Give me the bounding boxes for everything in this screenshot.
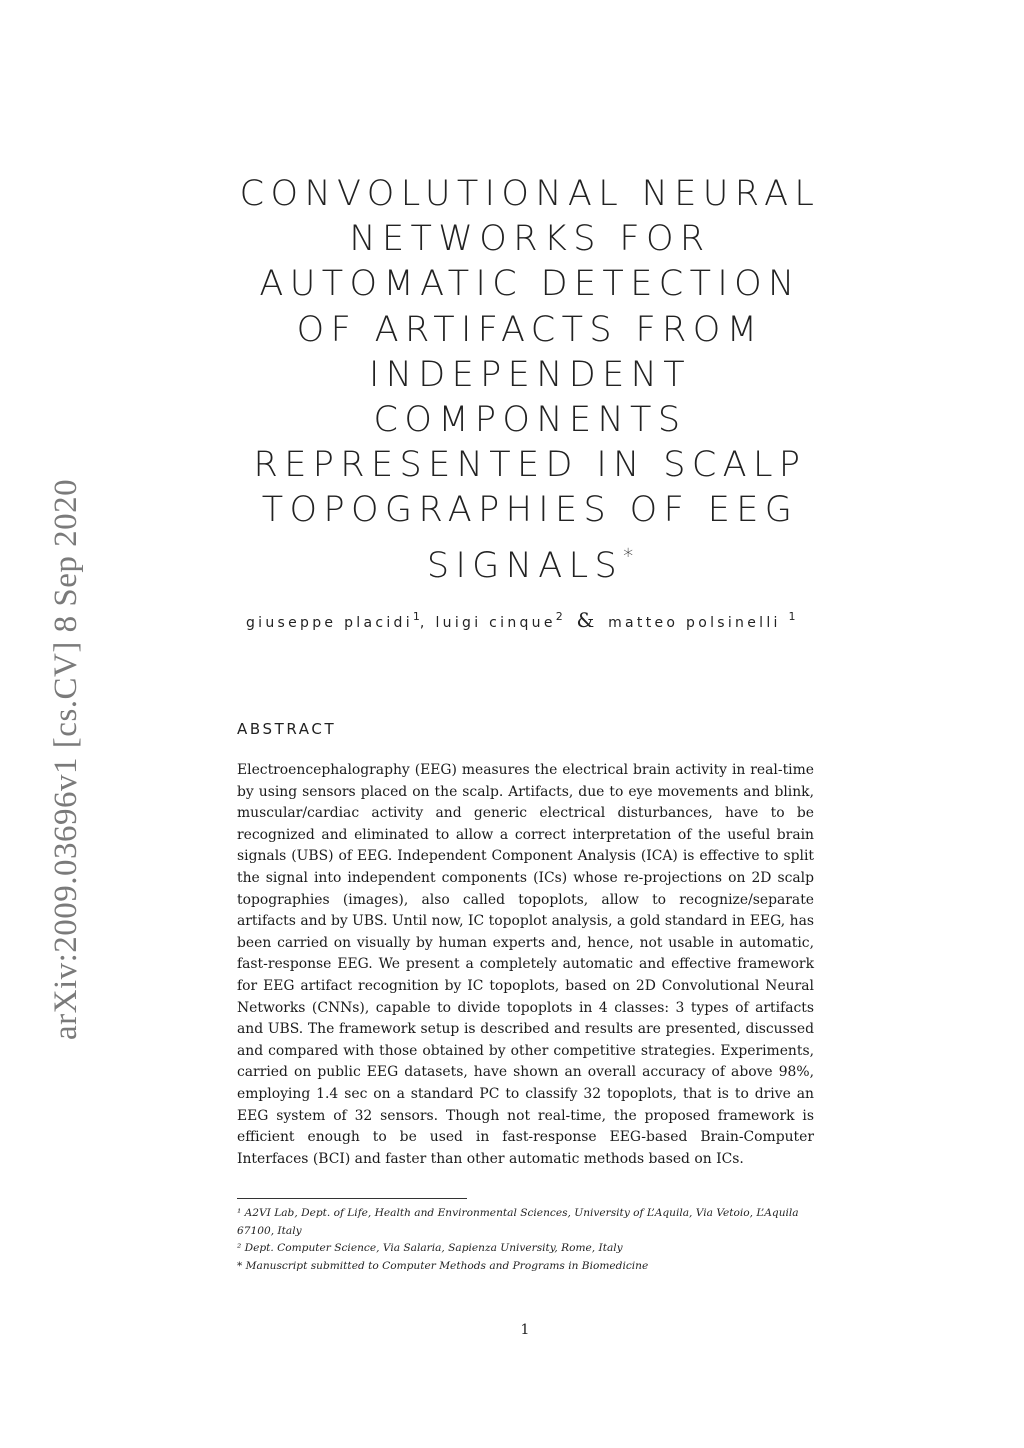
author-name: matteo polsinelli	[608, 615, 781, 631]
footnote: * Manuscript submitted to Computer Methods and Programs in Biomedicine	[237, 1259, 649, 1272]
title-line: INDEPENDENT	[369, 354, 691, 395]
footnote-divider	[237, 1198, 467, 1199]
abstract-text: Electroencephalography (EEG) measures the electrical brain activity in real-time by using sensors placed on the scalp. Artifacts, due to eye movements and blink, muscular/cardiac activity and generic electrical disturbances, have to be recognized and eliminated to allow a correct interpretation of the useful brain signals (UBS) of EEG. Independent Component Analysis (ICA) is effective to split the signal into independent components (ICs) whose re-projections on 2D scalp topographies (images), also called topoplots, allow to recognize/separate artifacts and by UBS. Until now, IC topoplot analysis, a gold standard in EEG, has been carried on visually by human experts and, hence, not usable in automatic, fast-response EEG. We present a completely automatic and effective framework for EEG artifact recognition by IC topoplots, based on 2D Convolutional Neural Networks (CNNs), capable to divide topoplots in 4 classes: 3 types of artifacts and UBS. The framework setup is described and results are presented, discussed and compared with those obtained by other competitive strategies. Experiments, carried on public EEG datasets, have shown an overall accuracy of above 98%, employing 1.4 sec on a standard PC to classify 32 topoplots, that is to drive an EEG system of 32 sensors. Though not real-time, the proposed framework is efficient enough to be used in fast-response EEG-based Brain-Computer Interfaces (BCI) and faster than other automatic methods based on ICs.	[237, 762, 814, 1167]
title-line: COMPONENTS	[373, 400, 687, 441]
title-text: SIGNALS	[426, 545, 624, 586]
footnote: ¹ A2VI Lab, Dept. of Life, Health and Environmental Sciences, University of L’Aquila, Via Vetoio, L’Aquila 67100, Italy	[237, 1207, 799, 1237]
footnote: ² Dept. Computer Science, Via Salaria, Sapienza University, Rome, Italy	[237, 1242, 623, 1254]
author-list	[246, 608, 795, 632]
author-name: luigi cinque	[435, 615, 556, 631]
affiliation-mark: 2	[555, 610, 563, 623]
paper-title	[230, 172, 830, 589]
title-line: CONVOLUTIONAL NEURAL	[239, 174, 821, 214]
author-conjunction: &	[576, 608, 595, 632]
title-line: TOPOGRAPHIES OF EEG	[261, 490, 799, 531]
abstract-heading: ABSTRACT	[237, 720, 337, 738]
affiliation-mark: 1	[412, 610, 420, 623]
arxiv-identifier: arXiv:2009.03696v1 [cs.CV] 8 Sep 2020	[48, 478, 84, 1040]
author-name: giuseppe placidi	[246, 615, 413, 631]
affiliation-mark: 1	[788, 610, 796, 623]
title-line: NETWORKS FOR	[349, 219, 711, 260]
page-number: 1	[520, 1322, 530, 1338]
title-line: OF ARTIFACTS FROM	[296, 309, 764, 350]
title-line-last	[230, 534, 830, 589]
footnotes	[237, 1205, 814, 1275]
author-separator: ,	[419, 615, 428, 631]
title-line: REPRESENTED IN SCALP	[253, 445, 807, 486]
title-footnote-mark: *	[623, 543, 634, 568]
title-line: AUTOMATIC DETECTION	[259, 264, 801, 305]
